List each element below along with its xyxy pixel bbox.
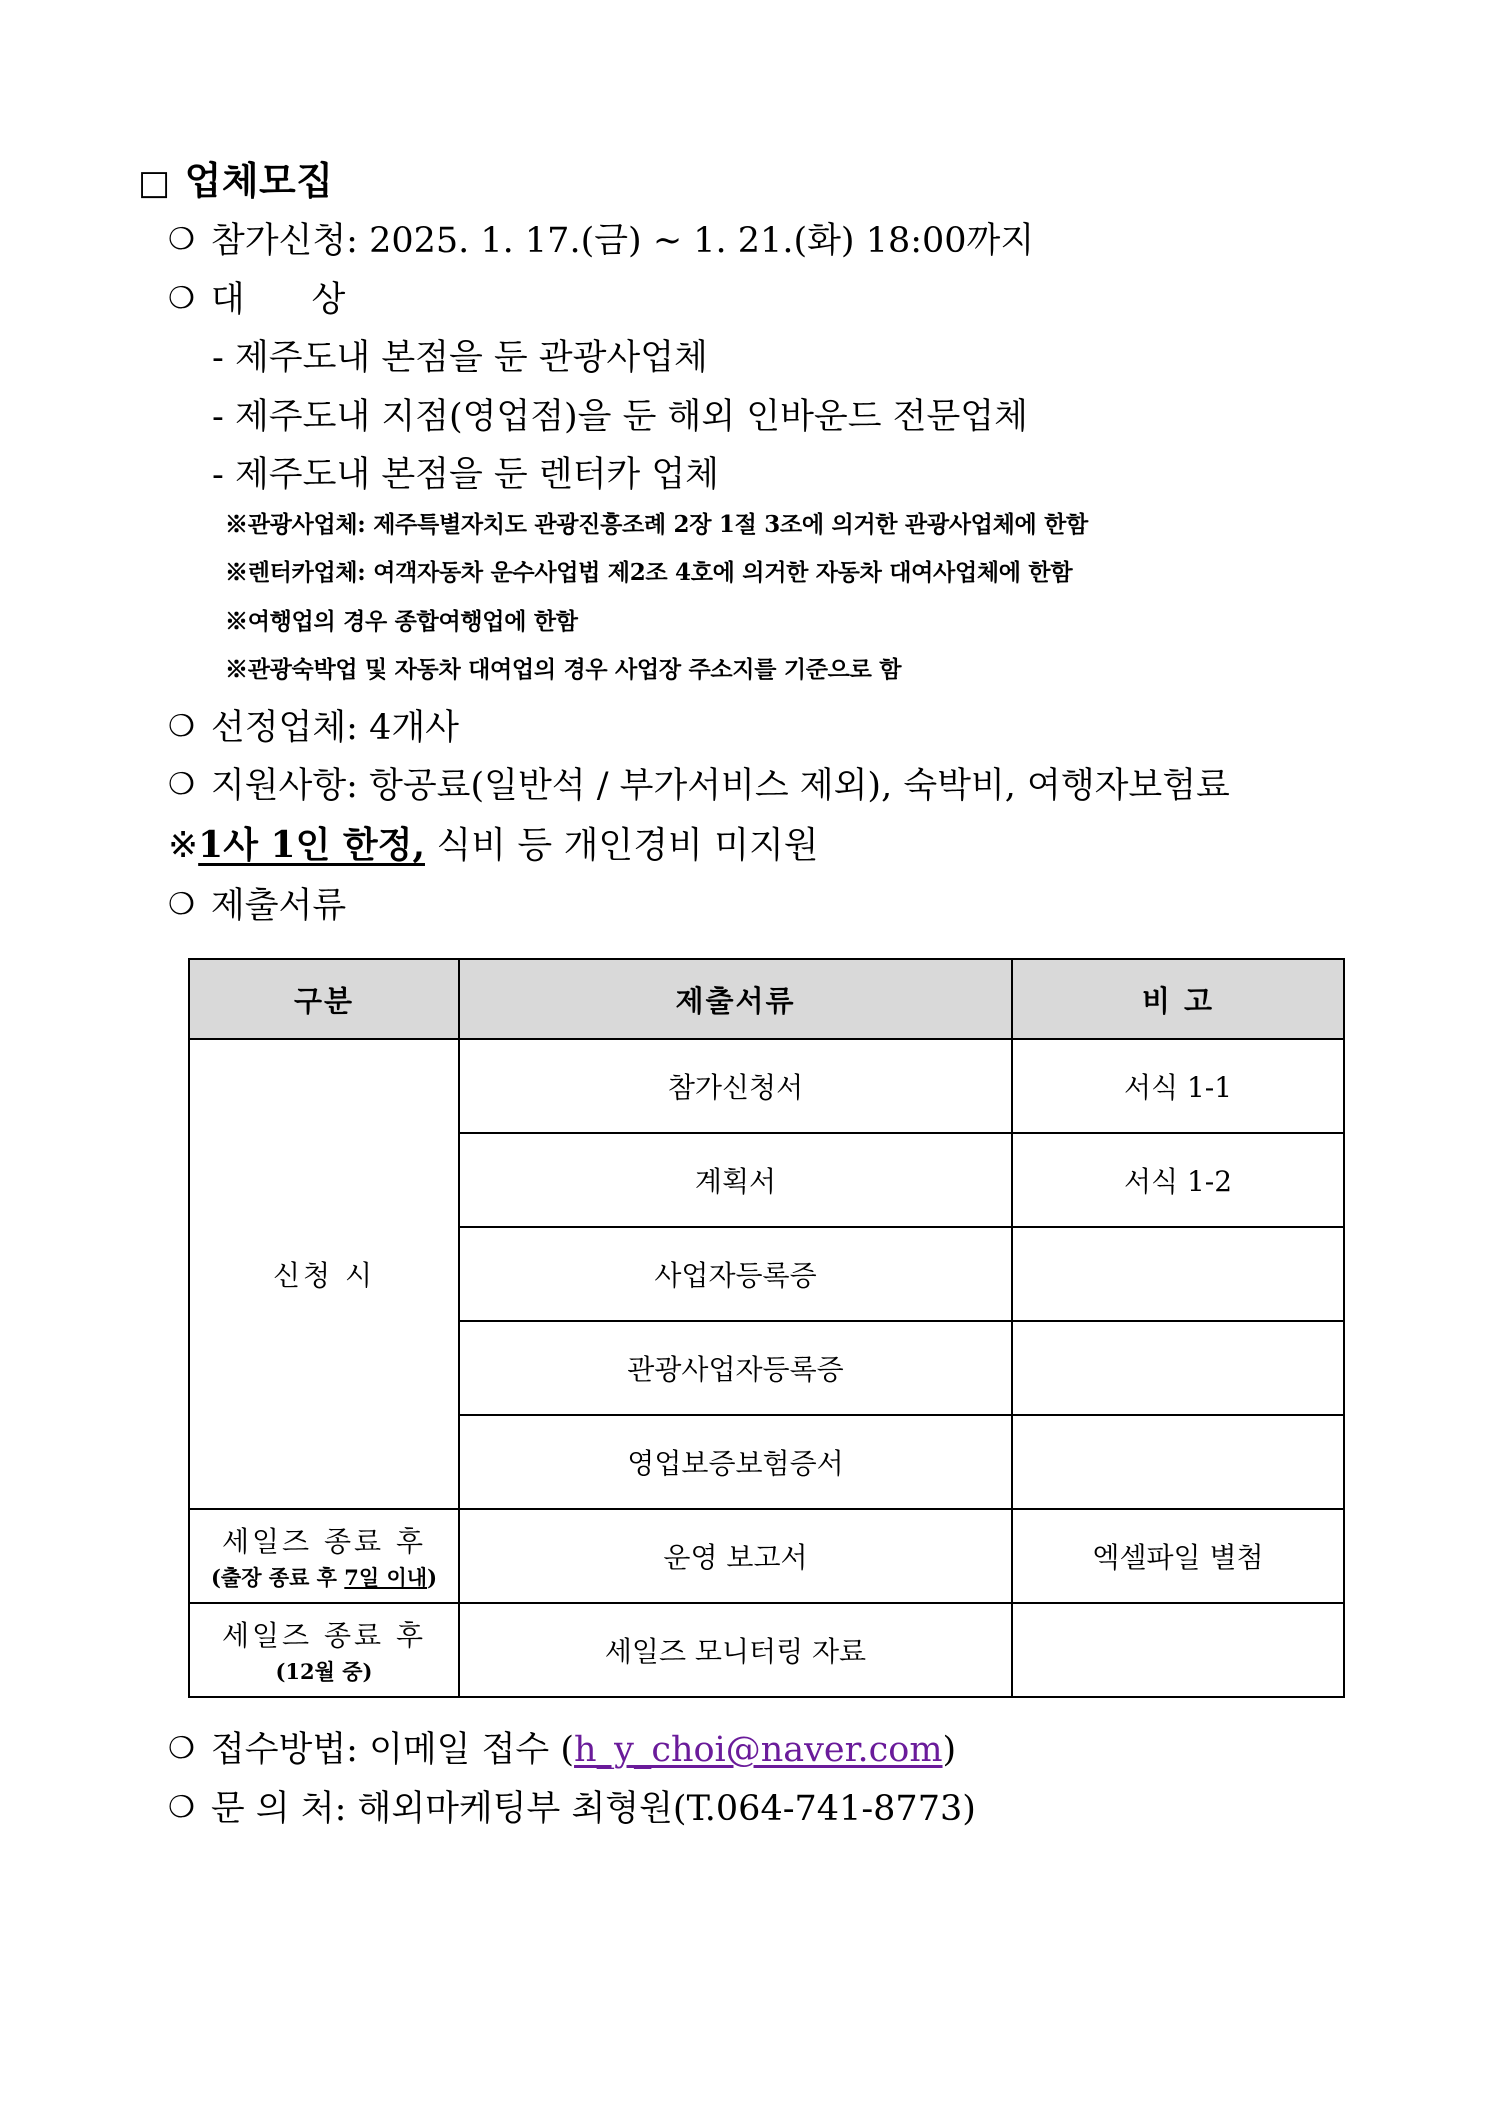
list-item-apply-method: [168, 1724, 1368, 1777]
remark-cell: [1012, 1321, 1344, 1415]
support-items-text: 지원사항: 항공료(일반석 / 부가서비스 제외), 숙박비, 여행자보험료: [210, 766, 1230, 806]
column-header-document: 제출서류: [459, 959, 1012, 1039]
category-main-label: 세일즈 종료 후: [221, 1525, 427, 1559]
note-item: ※여행업의 경우 종합여행업에 한함: [225, 607, 578, 635]
circle-bullet-icon: ❍: [168, 280, 195, 316]
circle-bullet-icon: ❍: [168, 886, 195, 922]
eligibility-item: - 제주도내 지점(영업점)을 둔 해외 인바운드 전문업체: [212, 396, 1028, 437]
remark-cell: [1012, 1603, 1344, 1697]
eligibility-item: - 제주도내 본점을 둔 관광사업체: [212, 338, 708, 378]
document-cell: 계획서: [459, 1133, 1012, 1227]
application-period-text: 참가신청: 2025. 1. 17.(금) ~ 1. 21.(화) 18:00까지: [210, 221, 1035, 261]
column-header-category: 구분: [189, 959, 459, 1039]
list-item-application-period: [168, 215, 1368, 268]
table-row: [189, 1039, 1344, 1133]
page-title-text: 업체모집: [184, 158, 334, 203]
note-item: ※렌터카업체: 여객자동차 운수사업법 제2조 4호에 의거한 자동차 대여사업체에 한함: [225, 559, 1073, 586]
document-cell: 세일즈 모니터링 자료: [459, 1603, 1012, 1697]
category-cell-application: 신청 시: [189, 1039, 459, 1509]
target-label: 대 상: [210, 279, 346, 320]
note-item: ※관광사업체: 제주특별자치도 관광진흥조례 2장 1절 3조에 의거한 관광사업체에 한함: [225, 510, 1088, 538]
apply-method-text: [211, 1724, 956, 1777]
column-header-remark: 비 고: [1012, 959, 1344, 1039]
list-item-contact: [168, 1783, 1368, 1836]
remark-cell: 엑셀파일 별첨: [1012, 1509, 1344, 1603]
list-item-submission-docs: [168, 880, 1368, 933]
apply-method-label: 접수방법: 이메일 접수 (: [210, 1730, 575, 1771]
table-row: [189, 1603, 1344, 1697]
page-title: [138, 150, 1368, 205]
remark-cell: [1012, 1227, 1344, 1321]
remark-cell: [1012, 1415, 1344, 1509]
table-row: [189, 1509, 1344, 1603]
list-item-support-items: [168, 760, 1368, 813]
category-cell-after-sales-monitoring: [189, 1603, 459, 1697]
circle-bullet-icon: ❍: [168, 222, 195, 257]
document-cell: 참가신청서: [459, 1039, 1012, 1133]
category-main-label: 세일즈 종료 후: [221, 1619, 427, 1653]
category-sub-label: (12월 중): [275, 1659, 373, 1685]
circle-bullet-icon: ❍: [168, 708, 195, 744]
note-item: ※관광숙박업 및 자동차 대여업의 경우 사업장 주소지를 기준으로 함: [225, 656, 902, 683]
circle-bullet-icon: ❍: [168, 1731, 195, 1767]
document-cell: 관광사업자등록증: [459, 1321, 1012, 1415]
square-bullet-icon: □: [138, 163, 171, 203]
list-item-target: [168, 274, 1368, 327]
document-cell: 사업자등록증: [459, 1227, 1012, 1321]
selected-companies-text: 선정업체: 4개사: [210, 707, 459, 748]
contact-text: 문 의 처: 해외마케팅부 최형원(T.064-741-8773): [210, 1788, 976, 1829]
category-sub-underline: 7일 이내: [344, 1565, 428, 1591]
support-restriction-note: [168, 819, 1368, 872]
eligibility-item: - 제주도내 본점을 둔 렌터카 업체: [212, 455, 719, 495]
email-link[interactable]: h_y_choi@naver.com: [574, 1730, 943, 1771]
category-sub-pre: (출장 종료 후: [210, 1565, 345, 1591]
remark-cell: 서식 1-2: [1012, 1133, 1344, 1227]
footer-section: [120, 1724, 1368, 1835]
restriction-rest: 식비 등 개인경비 미지원: [424, 824, 819, 866]
document-cell: 운영 보고서: [459, 1509, 1012, 1603]
document-cell: 영업보증보험증서: [459, 1415, 1012, 1509]
remark-cell: 서식 1-1: [1012, 1039, 1344, 1133]
category-sub-label: [190, 1562, 458, 1592]
table-header-row: [189, 959, 1344, 1039]
circle-bullet-icon: ❍: [168, 1789, 195, 1825]
circle-bullet-icon: ❍: [168, 767, 195, 802]
apply-method-tail: ): [942, 1730, 957, 1771]
restriction-emphasis: 1사 1인 한정,: [198, 823, 425, 866]
category-cell-after-sales-report: [189, 1509, 459, 1603]
category-sub-post: ): [427, 1565, 438, 1591]
star-icon: ※: [168, 824, 199, 866]
list-item-selected-companies: [168, 702, 1368, 755]
submission-docs-label: 제출서류: [210, 885, 347, 926]
submission-documents-table: [188, 958, 1345, 1698]
